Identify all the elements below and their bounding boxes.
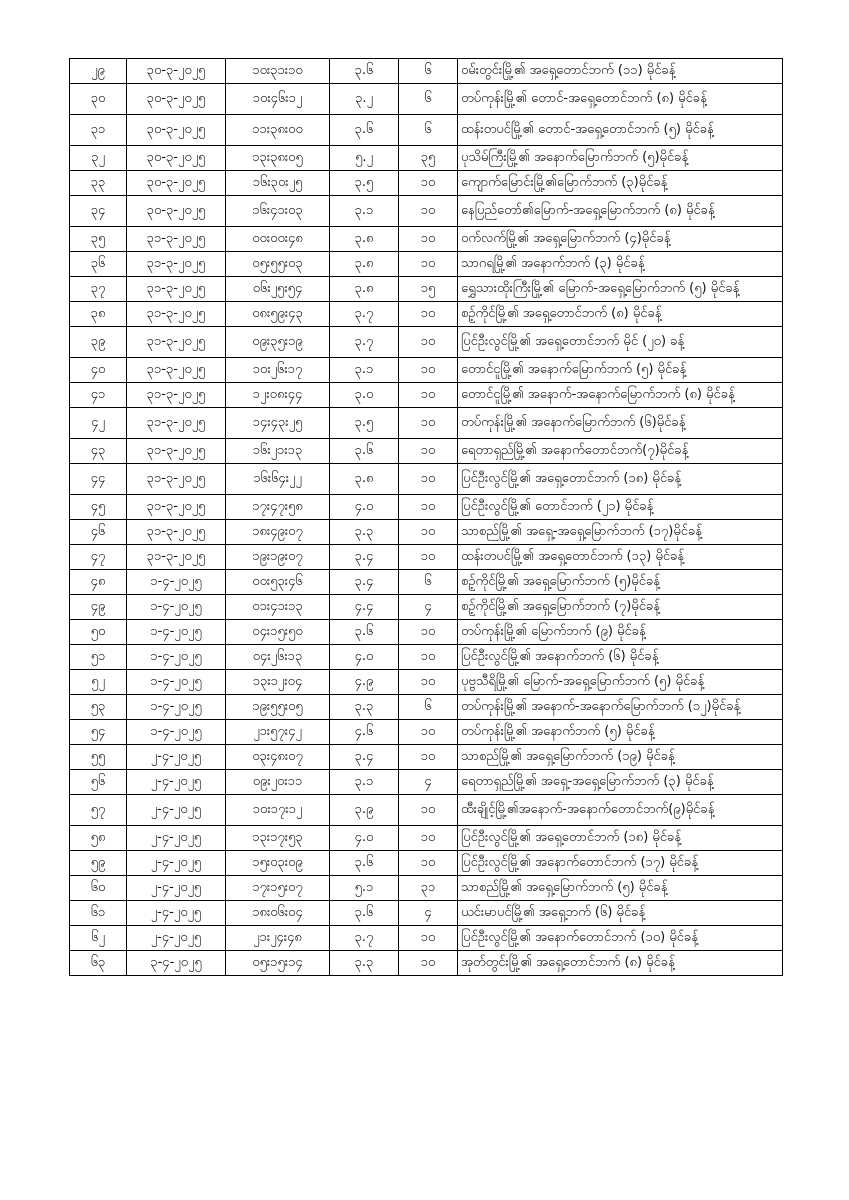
magnitude-cell: ၄.၀ xyxy=(330,495,399,520)
location-cell: ဝက်လက်မြို့၏ အရှေ့မြောက်ဘက် (၄)မိုင်ခန့် xyxy=(458,227,783,252)
time-cell: ၀၉း၂၀း၁၁ xyxy=(226,770,330,795)
date-cell: ၁-၄-၂၀၂၅ xyxy=(127,570,226,595)
row-number-cell: ၃၈ xyxy=(70,302,127,327)
table-row xyxy=(70,464,783,495)
table-row xyxy=(70,520,783,545)
time-cell: ၁၅း၀၃း၀၉ xyxy=(226,851,330,876)
magnitude-cell: ၃.၆ xyxy=(330,620,399,645)
location-cell: သာစည်မြို့၏ အရှေ့-အရှေ့မြောက်ဘက် (၁၇)မိုင်ခန့် xyxy=(458,520,783,545)
row-number-cell: ၂၉ xyxy=(70,59,127,84)
depth-cell: ၆ xyxy=(399,115,458,146)
depth-cell: ၁၀ xyxy=(399,645,458,670)
row-number-cell: ၅၁ xyxy=(70,645,127,670)
time-cell: ၁၂း၀၈း၄၄ xyxy=(226,383,330,408)
magnitude-cell: ၃.၇ xyxy=(330,327,399,358)
row-number-cell: ၄၃ xyxy=(70,439,127,464)
location-cell: သာဂရမြို့၏ အနောက်ဘက် (၃) မိုင်ခန့် xyxy=(458,252,783,277)
time-cell: ၀၉း၃၅း၁၉ xyxy=(226,327,330,358)
table-row xyxy=(70,196,783,227)
magnitude-cell: ၄.၆ xyxy=(330,720,399,745)
row-number-cell: ၆၂ xyxy=(70,926,127,951)
time-cell: ၀၃း၄၈း၀၇ xyxy=(226,745,330,770)
date-cell: ၃၀-၃-၂၀၂၅ xyxy=(127,146,226,171)
location-cell: ထီးချိုင့်မြို့၏အနောက်-အနောက်တောင်ဘက်(၉)မိုင်ခန့် xyxy=(458,795,783,826)
time-cell: ၁၀း၁၇း၁၂ xyxy=(226,795,330,826)
depth-cell: ၁၀ xyxy=(399,383,458,408)
table-row xyxy=(70,383,783,408)
location-cell: ယင်းမာပင်မြို့၏ အရှေ့ဘက် (၆) မိုင်ခန့် xyxy=(458,901,783,926)
date-cell: ၁-၄-၂၀၂၅ xyxy=(127,620,226,645)
depth-cell: ၁၀ xyxy=(399,951,458,976)
table-row xyxy=(70,645,783,670)
depth-cell: ၁၀ xyxy=(399,302,458,327)
magnitude-cell: ၃.၄ xyxy=(330,545,399,570)
depth-cell: ၆ xyxy=(399,84,458,115)
date-cell: ၃၁-၃-၂၀၂၅ xyxy=(127,545,226,570)
row-number-cell: ၅၅ xyxy=(70,745,127,770)
table-row xyxy=(70,795,783,826)
depth-cell: ၁၀ xyxy=(399,327,458,358)
time-cell: ၀၄း၂၆း၁၃ xyxy=(226,645,330,670)
time-cell: ၁၇း၄၇း၅၈ xyxy=(226,495,330,520)
location-cell: ထန်းတပင်မြို့၏ အရှေ့တောင်ဘက် (၁၃) မိုင်ခန့် xyxy=(458,545,783,570)
date-cell: ၂-၄-၂၀၂၅ xyxy=(127,770,226,795)
time-cell: ၁၆း၄၁း၀၃ xyxy=(226,196,330,227)
magnitude-cell: ၄.၉ xyxy=(330,670,399,695)
table-row xyxy=(70,901,783,926)
depth-cell: ၄ xyxy=(399,901,458,926)
time-cell: ၂၁း၂၄း၄၈ xyxy=(226,926,330,951)
location-cell: ပုသိမ်ကြီးမြို့၏ အနောက်မြောက်ဘက် (၅)မိုင်ခန့် xyxy=(458,146,783,171)
time-cell: ၁၆း၆၄း၂၂ xyxy=(226,464,330,495)
magnitude-cell: ၄.၀ xyxy=(330,826,399,851)
row-number-cell: ၅၀ xyxy=(70,620,127,645)
earthquake-table-body xyxy=(70,59,783,976)
depth-cell: ၁၀ xyxy=(399,545,458,570)
table-row xyxy=(70,876,783,901)
date-cell: ၃၁-၃-၂၀၂၅ xyxy=(127,252,226,277)
row-number-cell: ၅၉ xyxy=(70,851,127,876)
date-cell: ၁-၄-၂၀၂၅ xyxy=(127,645,226,670)
location-cell: တပ်ကုန်းမြို့၏ အနောက်မြောက်ဘက် (၆)မိုင်ခန့် xyxy=(458,408,783,439)
location-cell: တောင်ငူမြို့၏ အနောက်မြောက်ဘက် (၅) မိုင်ခန့် xyxy=(458,358,783,383)
location-cell: တပ်ကုန်းမြို့၏ အနောက်-အနောက်မြောက်ဘက် (၁၂)မိုင်ခန့် xyxy=(458,695,783,720)
magnitude-cell: ၃.၆ xyxy=(330,851,399,876)
row-number-cell: ၆၀ xyxy=(70,876,127,901)
depth-cell: ၆ xyxy=(399,695,458,720)
table-row xyxy=(70,115,783,146)
location-cell: ရွှေသားထိုးကြီးမြို့၏ မြောက်-အရှေ့မြောက်ဘက် (၅) မိုင်ခန့် xyxy=(458,277,783,302)
table-row xyxy=(70,59,783,84)
row-number-cell: ၃၇ xyxy=(70,277,127,302)
time-cell: ၁၀း၃၁း၁၀ xyxy=(226,59,330,84)
row-number-cell: ၄၂ xyxy=(70,408,127,439)
magnitude-cell: ၃.၅ xyxy=(330,408,399,439)
time-cell: ၁၉း၅၅း၀၅ xyxy=(226,695,330,720)
location-cell: ပြင်ဦးလွင်မြို့၏ တောင်ဘက် (၂၁) မိုင်ခန့် xyxy=(458,495,783,520)
location-cell: တပ်ကုန်းမြို့၏ တောင်-အရှေ့တောင်ဘက် (၈) မိုင်ခန့် xyxy=(458,84,783,115)
row-number-cell: ၅၃ xyxy=(70,695,127,720)
magnitude-cell: ၄.၀ xyxy=(330,645,399,670)
table-row xyxy=(70,277,783,302)
date-cell: ၃၀-၃-၂၀၂၅ xyxy=(127,59,226,84)
magnitude-cell: ၃.၈ xyxy=(330,464,399,495)
row-number-cell: ၅၄ xyxy=(70,720,127,745)
time-cell: ၁၃း၃၈း၀၅ xyxy=(226,146,330,171)
date-cell: ၃၁-၃-၂၀၂၅ xyxy=(127,439,226,464)
magnitude-cell: ၃.၁ xyxy=(330,770,399,795)
location-cell: စဉ့်ကိုင်မြို့၏ အရှေ့မြောက်ဘက် (၅)မိုင်ခန့် xyxy=(458,570,783,595)
date-cell: ၂-၄-၂၀၂၅ xyxy=(127,926,226,951)
date-cell: ၁-၄-၂၀၂၅ xyxy=(127,695,226,720)
location-cell: တောင်ငူမြို့၏ အနောက်-အနောက်မြောက်ဘက် (၈) မိုင်ခန့် xyxy=(458,383,783,408)
time-cell: ၁၀း၄၆း၁၂ xyxy=(226,84,330,115)
date-cell: ၃၁-၃-၂၀၂၅ xyxy=(127,358,226,383)
date-cell: ၃၀-၃-၂၀၂၅ xyxy=(127,84,226,115)
table-row xyxy=(70,545,783,570)
magnitude-cell: ၃.၁ xyxy=(330,358,399,383)
depth-cell: ၁၀ xyxy=(399,720,458,745)
depth-cell: ၆ xyxy=(399,59,458,84)
table-row xyxy=(70,851,783,876)
table-row xyxy=(70,570,783,595)
row-number-cell: ၅၆ xyxy=(70,770,127,795)
time-cell: ၁၈း၀၆း၀၄ xyxy=(226,901,330,926)
table-row xyxy=(70,302,783,327)
location-cell: ပြင်ဦးလွင်မြို့၏ အရှေ့တောင်ဘက် (၁၈) မိုင်ခန့် xyxy=(458,826,783,851)
location-cell: ကျောက်မြောင်းမြို့၏မြောက်ဘက် (၃)မိုင်ခန့် xyxy=(458,171,783,196)
date-cell: ၃၁-၃-၂၀၂၅ xyxy=(127,302,226,327)
row-number-cell: ၅၇ xyxy=(70,795,127,826)
time-cell: ၁၈း၄၉း၀၇ xyxy=(226,520,330,545)
table-row xyxy=(70,358,783,383)
date-cell: ၃၁-၃-၂၀၂၅ xyxy=(127,383,226,408)
depth-cell: ၁၀ xyxy=(399,795,458,826)
location-cell: ဝမ်းတွင်းမြို့၏ အရှေ့တောင်ဘက် (၁၁) မိုင်ခန့် xyxy=(458,59,783,84)
magnitude-cell: ၃.၃ xyxy=(330,951,399,976)
table-row xyxy=(70,408,783,439)
magnitude-cell: ၃.၈ xyxy=(330,252,399,277)
magnitude-cell: ၅.၁ xyxy=(330,876,399,901)
table-row xyxy=(70,951,783,976)
depth-cell: ၁၀ xyxy=(399,745,458,770)
date-cell: ၁-၄-၂၀၂၅ xyxy=(127,670,226,695)
date-cell: ၃၁-၃-၂၀၂၅ xyxy=(127,464,226,495)
magnitude-cell: ၃.၆ xyxy=(330,439,399,464)
table-row xyxy=(70,495,783,520)
table-row xyxy=(70,171,783,196)
location-cell: အုတ်တွင်းမြို့၏ အရှေ့တောင်ဘက် (၈) မိုင်ခန့် xyxy=(458,951,783,976)
date-cell: ၃၀-၃-၂၀၂၅ xyxy=(127,171,226,196)
magnitude-cell: ၃.၇ xyxy=(330,302,399,327)
location-cell: ပြင်ဦးလွင်မြို့၏ အနောက်ဘက် (၆) မိုင်ခန့် xyxy=(458,645,783,670)
location-cell: တပ်ကုန်းမြို့၏ အနောက်ဘက် (၅) မိုင်ခန့် xyxy=(458,720,783,745)
row-number-cell: ၆၃ xyxy=(70,951,127,976)
date-cell: ၃၀-၃-၂၀၂၅ xyxy=(127,115,226,146)
depth-cell: ၃၅ xyxy=(399,146,458,171)
location-cell: တပ်ကုန်းမြို့၏ မြောက်ဘက် (၉) မိုင်ခန့် xyxy=(458,620,783,645)
time-cell: ၀၅း၁၅း၁၄ xyxy=(226,951,330,976)
depth-cell: ၁၀ xyxy=(399,495,458,520)
time-cell: ၁၁း၃၈း၀၀ xyxy=(226,115,330,146)
depth-cell: ၁၅ xyxy=(399,277,458,302)
depth-cell: ၃၁ xyxy=(399,876,458,901)
table-row xyxy=(70,620,783,645)
depth-cell: ၁၀ xyxy=(399,358,458,383)
table-row xyxy=(70,439,783,464)
table-row xyxy=(70,826,783,851)
magnitude-cell: ၃.၃ xyxy=(330,520,399,545)
table-row xyxy=(70,695,783,720)
date-cell: ၂-၄-၂၀၂၅ xyxy=(127,851,226,876)
date-cell: ၃၁-၃-၂၀၂၅ xyxy=(127,520,226,545)
time-cell: ၁၆း၂၁း၁၃ xyxy=(226,439,330,464)
row-number-cell: ၃၀ xyxy=(70,84,127,115)
magnitude-cell: ၃.၉ xyxy=(330,795,399,826)
magnitude-cell: ၃.၀ xyxy=(330,383,399,408)
depth-cell: ၁၀ xyxy=(399,196,458,227)
time-cell: ၂၁း၅၇း၄၂ xyxy=(226,720,330,745)
row-number-cell: ၃၂ xyxy=(70,146,127,171)
time-cell: ၁၉း၁၉း၀၇ xyxy=(226,545,330,570)
table-row xyxy=(70,327,783,358)
depth-cell: ၁၀ xyxy=(399,227,458,252)
date-cell: ၁-၄-၂၀၂၅ xyxy=(127,595,226,620)
time-cell: ၀၁း၄၁း၁၃ xyxy=(226,595,330,620)
date-cell: ၃၁-၃-၂၀၂၅ xyxy=(127,327,226,358)
row-number-cell: ၃၆ xyxy=(70,252,127,277)
location-cell: စဉ့်ကိုင်မြို့၏ အရှေ့တောင်ဘက် (၈) မိုင်ခန့် xyxy=(458,302,783,327)
depth-cell: ၄ xyxy=(399,595,458,620)
row-number-cell: ၄၉ xyxy=(70,595,127,620)
magnitude-cell: ၃.၆ xyxy=(330,59,399,84)
table-row xyxy=(70,227,783,252)
magnitude-cell: ၃.၈ xyxy=(330,227,399,252)
table-row xyxy=(70,146,783,171)
time-cell: ၀၀း၀၀း၄၈ xyxy=(226,227,330,252)
location-cell: ရေတာရှည်မြို့၏ အရှေ့-အရှေ့မြောက်ဘက် (၃) မိုင်ခန့် xyxy=(458,770,783,795)
magnitude-cell: ၃.၈ xyxy=(330,277,399,302)
date-cell: ၁-၄-၂၀၂၅ xyxy=(127,720,226,745)
depth-cell: ၁၀ xyxy=(399,520,458,545)
location-cell: ပြင်ဦးလွင်မြို့၏ အနောက်တောင်ဘက် (၁၇) မိုင်ခန့် xyxy=(458,851,783,876)
time-cell: ၁၀း၂၆း၁၇ xyxy=(226,358,330,383)
depth-cell: ၁၀ xyxy=(399,926,458,951)
magnitude-cell: ၃.၃ xyxy=(330,695,399,720)
depth-cell: ၄ xyxy=(399,770,458,795)
table-row xyxy=(70,926,783,951)
date-cell: ၃၁-၃-၂၀၂၅ xyxy=(127,277,226,302)
location-cell: ပြင်ဦးလွင်မြို့၏ အရှေ့တောင်ဘက် မိုင် (၂၀) ခန့် xyxy=(458,327,783,358)
table-row xyxy=(70,670,783,695)
magnitude-cell: ၃.၆ xyxy=(330,115,399,146)
time-cell: ၀၀း၅၃း၄၆ xyxy=(226,570,330,595)
magnitude-cell: ၃.၂ xyxy=(330,84,399,115)
row-number-cell: ၃၄ xyxy=(70,196,127,227)
table-row xyxy=(70,595,783,620)
depth-cell: ၁၀ xyxy=(399,464,458,495)
date-cell: ၃-၄-၂၀၂၅ xyxy=(127,951,226,976)
table-row xyxy=(70,84,783,115)
depth-cell: ၁၀ xyxy=(399,826,458,851)
table-row xyxy=(70,720,783,745)
table-row xyxy=(70,770,783,795)
time-cell: ၁၇း၁၅း၀၇ xyxy=(226,876,330,901)
magnitude-cell: ၃.၇ xyxy=(330,926,399,951)
time-cell: ၁၃း၁၂း၀၄ xyxy=(226,670,330,695)
depth-cell: ၆ xyxy=(399,570,458,595)
location-cell: ထန်းတပင်မြို့၏ တောင်-အရှေ့တောင်ဘက် (၅) မိုင်ခန့် xyxy=(458,115,783,146)
date-cell: ၂-၄-၂၀၂၅ xyxy=(127,826,226,851)
row-number-cell: ၃၅ xyxy=(70,227,127,252)
time-cell: ၁၆း၃၀း၂၅ xyxy=(226,171,330,196)
depth-cell: ၁၀ xyxy=(399,408,458,439)
location-cell: ရေတာရှည်မြို့၏ အနောက်တောင်ဘက်(၇)မိုင်ခန့် xyxy=(458,439,783,464)
date-cell: ၃၁-၃-၂၀၂၅ xyxy=(127,408,226,439)
row-number-cell: ၄၆ xyxy=(70,520,127,545)
time-cell: ၀၈း၅၉း၄၃ xyxy=(226,302,330,327)
time-cell: ၀၆း၂၅း၅၄ xyxy=(226,277,330,302)
magnitude-cell: ၃.၄ xyxy=(330,570,399,595)
location-cell: ပုဗ္ဗသီရိမြို့၏ မြောက်-အရှေ့မြောက်ဘက် (၅) မိုင်ခန့် xyxy=(458,670,783,695)
magnitude-cell: ၃.၄ xyxy=(330,745,399,770)
magnitude-cell: ၃.၁ xyxy=(330,196,399,227)
date-cell: ၃၁-၃-၂၀၂၅ xyxy=(127,227,226,252)
location-cell: သာစည်မြို့၏ အရှေ့မြောက်ဘက် (၅) မိုင်ခန့် xyxy=(458,876,783,901)
earthquake-table xyxy=(69,58,783,976)
depth-cell: ၁၀ xyxy=(399,851,458,876)
row-number-cell: ၄၈ xyxy=(70,570,127,595)
table-row xyxy=(70,252,783,277)
time-cell: ၁၄း၄၃း၂၅ xyxy=(226,408,330,439)
row-number-cell: ၅၂ xyxy=(70,670,127,695)
date-cell: ၂-၄-၂၀၂၅ xyxy=(127,876,226,901)
time-cell: ၁၃း၁၇း၅၃ xyxy=(226,826,330,851)
depth-cell: ၁၀ xyxy=(399,670,458,695)
row-number-cell: ၃၃ xyxy=(70,171,127,196)
row-number-cell: ၃၁ xyxy=(70,115,127,146)
row-number-cell: ၄၀ xyxy=(70,358,127,383)
row-number-cell: ၄၅ xyxy=(70,495,127,520)
row-number-cell: ၄၇ xyxy=(70,545,127,570)
date-cell: ၃၁-၃-၂၀၂၅ xyxy=(127,495,226,520)
location-cell: ပြင်ဦးလွင်မြို့၏ အရှေ့တောင်ဘက် (၁၈) မိုင်ခန့် xyxy=(458,464,783,495)
earthquake-table-sheet xyxy=(69,58,783,976)
depth-cell: ၁၀ xyxy=(399,252,458,277)
location-cell: သာစည်မြို့၏ အရှေ့မြောက်ဘက် (၁၉) မိုင်ခန့် xyxy=(458,745,783,770)
depth-cell: ၁၀ xyxy=(399,171,458,196)
date-cell: ၂-၄-၂၀၂၅ xyxy=(127,745,226,770)
depth-cell: ၁၀ xyxy=(399,620,458,645)
location-cell: ပြင်ဦးလွင်မြို့၏ အနောက်တောင်ဘက် (၁၀) မိုင်ခန့် xyxy=(458,926,783,951)
row-number-cell: ၃၉ xyxy=(70,327,127,358)
magnitude-cell: ၃.၆ xyxy=(330,901,399,926)
table-row xyxy=(70,745,783,770)
date-cell: ၃၀-၃-၂၀၂၅ xyxy=(127,196,226,227)
time-cell: ၀၅း၅၅း၀၃ xyxy=(226,252,330,277)
date-cell: ၂-၄-၂၀၂၅ xyxy=(127,795,226,826)
row-number-cell: ၆၁ xyxy=(70,901,127,926)
magnitude-cell: ၅.၂ xyxy=(330,146,399,171)
date-cell: ၂-၄-၂၀၂၅ xyxy=(127,901,226,926)
magnitude-cell: ၃.၅ xyxy=(330,171,399,196)
depth-cell: ၁၀ xyxy=(399,439,458,464)
row-number-cell: ၄၁ xyxy=(70,383,127,408)
row-number-cell: ၅၈ xyxy=(70,826,127,851)
row-number-cell: ၄၄ xyxy=(70,464,127,495)
time-cell: ၀၄း၁၅း၅၀ xyxy=(226,620,330,645)
location-cell: စဉ့်ကိုင်မြို့၏ အရှေ့မြောက်ဘက် (၇)မိုင်ခန့် xyxy=(458,595,783,620)
location-cell: နေပြည်တော်၏မြောက်-အရှေ့မြောက်ဘက် (၈) မိုင်ခန့် xyxy=(458,196,783,227)
magnitude-cell: ၄.၄ xyxy=(330,595,399,620)
